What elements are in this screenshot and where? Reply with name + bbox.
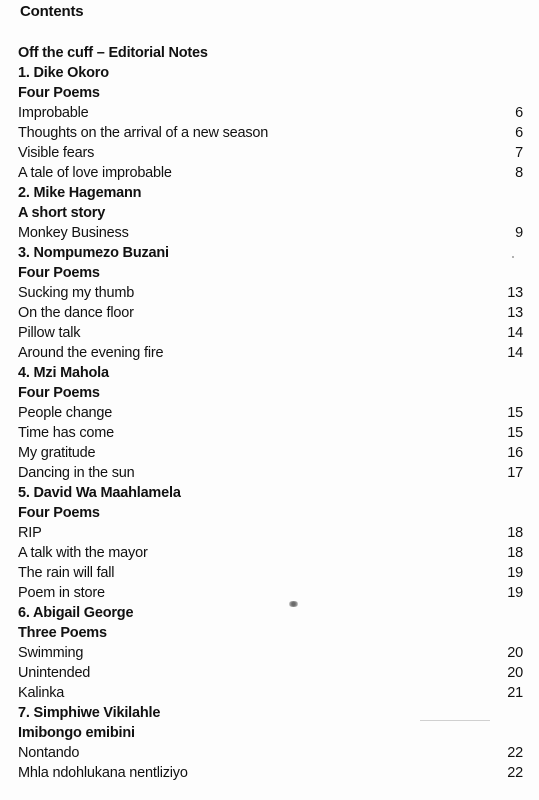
toc-entry-title: Off the cuff – Editorial Notes xyxy=(18,45,208,61)
toc-entry-title: Imibongo emibini xyxy=(18,725,135,741)
toc-page-number: 13 xyxy=(507,305,523,321)
toc-entry xyxy=(18,563,523,583)
toc-entry-title: 3. Nompumezo Buzani xyxy=(18,245,169,261)
scan-line xyxy=(420,720,490,721)
toc-entry xyxy=(18,743,523,763)
toc-section-heading xyxy=(18,603,523,623)
toc-page-number: 18 xyxy=(507,545,523,561)
toc-entry xyxy=(18,123,523,143)
toc-entry-title: Dancing in the sun xyxy=(18,465,135,481)
toc-entry-title: Four Poems xyxy=(18,385,100,401)
toc-page-number: 14 xyxy=(507,345,523,361)
toc-entry-title: Mhla ndohlukana nentliziyo xyxy=(18,765,188,781)
toc-section-heading xyxy=(18,63,523,83)
toc-page-number: 15 xyxy=(507,425,523,441)
toc-section-heading xyxy=(18,203,523,223)
toc-entry xyxy=(18,443,523,463)
toc-entry-title: A talk with the mayor xyxy=(18,545,148,561)
toc-entry-title: Nontando xyxy=(18,745,80,761)
toc-entry xyxy=(18,643,523,663)
toc-page-number: 16 xyxy=(507,445,523,461)
toc-entry-title: 6. Abigail George xyxy=(18,605,134,621)
toc-entry xyxy=(18,163,523,183)
scan-dot xyxy=(512,256,514,258)
toc-entry-title: Around the evening fire xyxy=(18,345,164,361)
toc-entry-title: Improbable xyxy=(18,105,89,121)
toc-section-heading xyxy=(18,43,523,63)
toc-page-number: 9 xyxy=(515,225,523,241)
toc-entry-title: Four Poems xyxy=(18,265,100,281)
toc-section-heading xyxy=(18,83,523,103)
toc-page-number: 13 xyxy=(507,285,523,301)
toc-entry xyxy=(18,223,523,243)
toc-entry-title: Four Poems xyxy=(18,85,100,101)
toc-page-number: 19 xyxy=(507,585,523,601)
contents-heading: Contents xyxy=(20,3,84,20)
toc-entry-title: My gratitude xyxy=(18,445,96,461)
toc-entry-title: Three Poems xyxy=(18,625,107,641)
toc-entry-title: Time has come xyxy=(18,425,114,441)
toc-entry-title: 4. Mzi Mahola xyxy=(18,365,109,381)
toc-entry-title: Pillow talk xyxy=(18,325,81,341)
toc-entry-title: The rain will fall xyxy=(18,565,115,581)
toc-entry xyxy=(18,103,523,123)
toc-section-heading xyxy=(18,363,523,383)
toc-entry-title: 1. Dike Okoro xyxy=(18,65,109,81)
toc-entry xyxy=(18,763,523,783)
toc-entry xyxy=(18,283,523,303)
toc-entry-title: Sucking my thumb xyxy=(18,285,135,301)
toc-section-heading xyxy=(18,503,523,523)
toc-entry-title: Thoughts on the arrival of a new season xyxy=(18,125,269,141)
toc-section-heading xyxy=(18,723,523,743)
toc-entry-title: Monkey Business xyxy=(18,225,129,241)
toc-entry-title: Visible fears xyxy=(18,145,95,161)
toc-page-number: 18 xyxy=(507,525,523,541)
scan-speck xyxy=(288,601,299,607)
toc-page-number: 20 xyxy=(507,665,523,681)
toc-entry xyxy=(18,523,523,543)
toc-entry-title: 2. Mike Hagemann xyxy=(18,185,142,201)
toc-entry xyxy=(18,343,523,363)
toc-entry-title: Kalinka xyxy=(18,685,65,701)
toc-entry-title: Poem in store xyxy=(18,585,105,601)
toc-entry-title: 7. Simphiwe Vikilahle xyxy=(18,705,161,721)
toc-page-number: 14 xyxy=(507,325,523,341)
toc-page-number: 20 xyxy=(507,645,523,661)
toc-entry-title: 5. David Wa Maahlamela xyxy=(18,485,181,501)
toc-entry-title: Swimming xyxy=(18,645,84,661)
toc-page-number: 21 xyxy=(507,685,523,701)
toc-page-number: 15 xyxy=(507,405,523,421)
toc-entry-title: A tale of love improbable xyxy=(18,165,172,181)
toc-entry xyxy=(18,543,523,563)
toc-page-number: 6 xyxy=(515,105,523,121)
toc-entry xyxy=(18,583,523,603)
toc-section-heading xyxy=(18,263,523,283)
toc-section-heading xyxy=(18,383,523,403)
toc-entry-title: On the dance floor xyxy=(18,305,134,321)
toc-page-number: 7 xyxy=(515,145,523,161)
toc-page-number: 22 xyxy=(507,765,523,781)
toc-entry xyxy=(18,663,523,683)
toc-section-heading xyxy=(18,243,523,263)
toc-entry xyxy=(18,303,523,323)
toc-entry-title: RIP xyxy=(18,525,42,541)
toc-entry-title: A short story xyxy=(18,205,106,221)
toc-entry xyxy=(18,143,523,163)
toc-entry xyxy=(18,323,523,343)
toc-page-number: 19 xyxy=(507,565,523,581)
toc-page-number: 17 xyxy=(507,465,523,481)
toc-section-heading xyxy=(18,183,523,203)
toc-entry-title: Four Poems xyxy=(18,505,100,521)
toc-entry xyxy=(18,683,523,703)
toc-page-number: 8 xyxy=(515,165,523,181)
toc-entry xyxy=(18,403,523,423)
toc-page-number: 6 xyxy=(515,125,523,141)
toc-entry-title: Unintended xyxy=(18,665,91,681)
toc-page-number: 22 xyxy=(507,745,523,761)
toc-list xyxy=(18,43,523,783)
toc-entry xyxy=(18,423,523,443)
toc-section-heading xyxy=(18,623,523,643)
toc-entry xyxy=(18,463,523,483)
toc-entry-title: People change xyxy=(18,405,113,421)
toc-section-heading xyxy=(18,483,523,503)
